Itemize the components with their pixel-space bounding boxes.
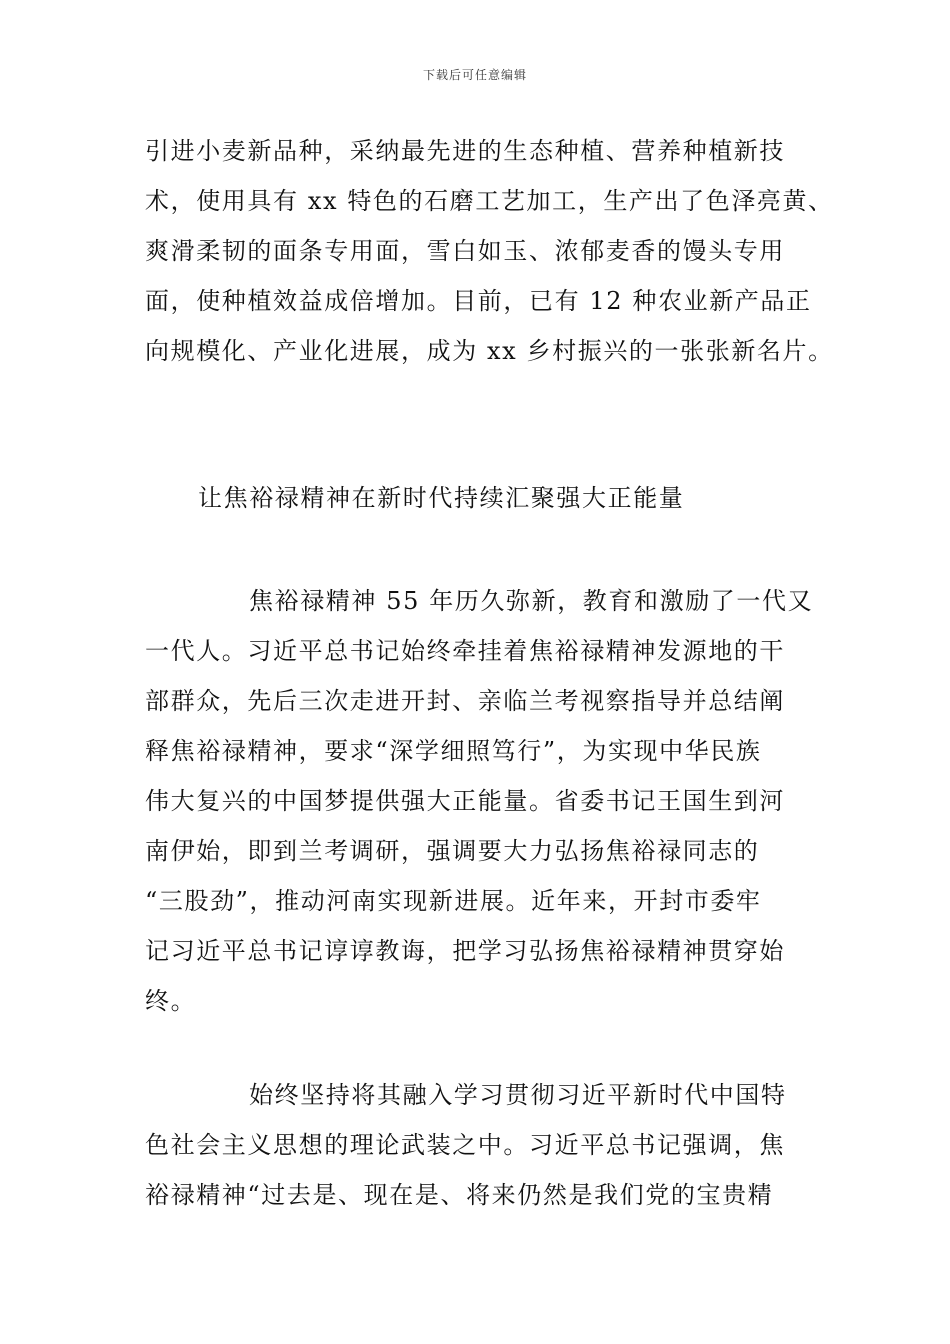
paragraph-1-line: 引进小麦新品种，采纳最先进的生态种植、营养种植新技: [145, 137, 785, 165]
paragraph-2-line: 焦裕禄精神 55 年历久弥新，教育和激励了一代又: [249, 587, 814, 615]
paragraph-1: [145, 126, 834, 376]
paragraph-2-line: 一代人。习近平总书记始终牵挂着焦裕禄精神发源地的干: [145, 637, 785, 665]
paragraph-2-line: 记习近平总书记谆谆教诲，把学习弘扬焦裕禄精神贯穿始: [145, 937, 785, 965]
paragraph-2-line: “三股劲”，推动河南实现新进展。近年来，开封市委牢: [145, 887, 762, 915]
paragraph-2-line: 终。: [145, 987, 197, 1015]
paragraph-2-line: 南伊始，即到兰考调研，强调要大力弘扬焦裕禄同志的: [145, 837, 760, 865]
paragraph-2-line: 释焦裕禄精神，要求“深学细照笃行”，为实现中华民族: [145, 737, 762, 765]
paragraph-1-line: 术，使用具有 xx 特色的石磨工艺加工，生产出了色泽亮黄、: [145, 187, 834, 215]
paragraph-3-line: 始终坚持将其融入学习贯彻习近平新时代中国特: [249, 1081, 787, 1109]
paragraph-3: [145, 1070, 815, 1220]
paragraph-3-line: 裕禄精神“过去是、现在是、将来仍然是我们党的宝贵精: [145, 1181, 774, 1209]
paragraph-2-line: 部群众，先后三次走进开封、亲临兰考视察指导并总结阐: [145, 687, 785, 715]
paragraph-1-line: 向规模化、产业化进展，成为 xx 乡村振兴的一张张新名片。: [145, 337, 834, 365]
paragraph-3-line: 色社会主义思想的理论武装之中。习近平总书记强调，焦: [145, 1131, 785, 1159]
paragraph-2: [145, 576, 815, 1026]
paragraph-2-line: 伟大复兴的中国梦提供强大正能量。省委书记王国生到河: [145, 787, 785, 815]
section-heading: 让焦裕禄精神在新时代持续汇聚强大正能量: [198, 484, 685, 512]
paragraph-1-line: 面，使种植效益成倍增加。目前，已有 12 种农业新产品正: [145, 287, 812, 315]
paragraph-1-line: 爽滑柔韧的面条专用面，雪白如玉、浓郁麦香的馒头专用: [145, 237, 785, 265]
page-header-note: 下载后可任意编辑: [422, 68, 527, 82]
